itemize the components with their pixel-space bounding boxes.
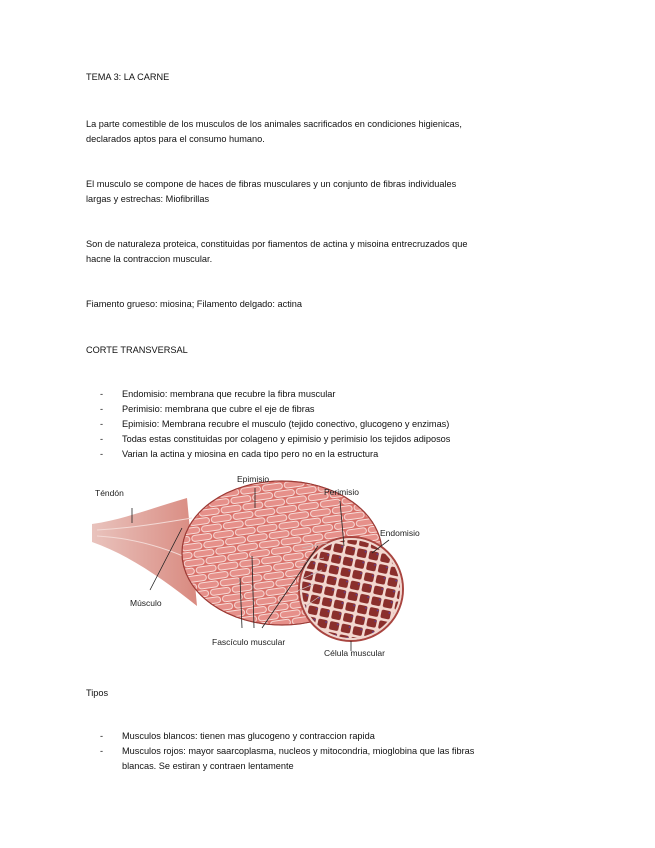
list-item [100,432,450,447]
label-celula: Célula muscular [324,648,385,658]
list-item-text: Musculos rojos: mayor saarcoplasma, nucleos y mitocondria, mioglobina que las fibras [122,746,475,756]
list-item-text: Perimisio: membrana que cubre el eje de fibras [122,404,315,414]
bullet-dash: - [100,389,104,399]
bullet-dash: - [100,449,104,459]
label-endomisio: Endomisio [380,528,420,538]
paragraph-filaments: Fiamento grueso: miosina; Filamento delgado: actina [86,299,303,309]
list-item [100,417,450,432]
label-tendon: Téndón [95,488,124,498]
list-item [100,447,450,462]
bullet-dash: - [100,746,104,756]
list-item-text: Musculos blancos: tienen mas glucogeno y contraccion rapida [122,731,375,741]
paragraph-line: Son de naturaleza proteica, constituidas por fiamentos de actina y misoina entrecruzados que [86,239,468,249]
list-item-text: Varian la actina y miosina en cada tipo pero no en la estructura [122,449,379,459]
list-item [100,402,450,417]
bullet-dash: - [100,404,104,414]
list-item [100,744,474,774]
section-heading: CORTE TRANSVERSAL [86,345,188,355]
bullet-dash: - [100,419,104,429]
bullet-dash: - [100,731,104,741]
bullet-list-types [100,729,474,774]
label-musculo: Músculo [130,598,162,608]
paragraph-line: declarados aptos para el consumo humano. [86,134,265,144]
list-item-text: Todas estas constituidas por colageno y epimisio y perimisio los tejidos adiposos [122,434,451,444]
list-item-text: Epimisio: Membrana recubre el musculo (tejido conectivo, glucogeno y enzimas) [122,419,450,429]
bullet-dash: - [100,434,104,444]
list-item-text: Endomisio: membrana que recubre la fibra muscular [122,389,336,399]
list-item [100,387,450,402]
paragraph-line: largas y estrechas: Miofibrillas [86,194,210,204]
paragraph-line: La parte comestible de los musculos de los animales sacrificados en condiciones higienicas, [86,119,462,129]
label-epimisio: Epimisio [237,474,270,484]
paragraph-line: hacne la contraccion muscular. [86,254,213,264]
bullet-list-layers [100,387,450,462]
tendon-shape [92,498,197,606]
muscle-cross-section-figure [92,468,432,658]
label-perimisio: Perimisio [324,487,359,497]
paragraph-line: El musculo se compone de haces de fibras musculares y un conjunto de fibras individuales [86,179,457,189]
list-item-text-continued: blancas. Se estiran y contraen lentamente [122,761,294,771]
page-title: TEMA 3: LA CARNE [86,72,170,82]
tipos-heading: Tipos [86,688,109,698]
label-fasciculo: Fascículo muscular [212,637,286,647]
list-item [100,729,474,744]
